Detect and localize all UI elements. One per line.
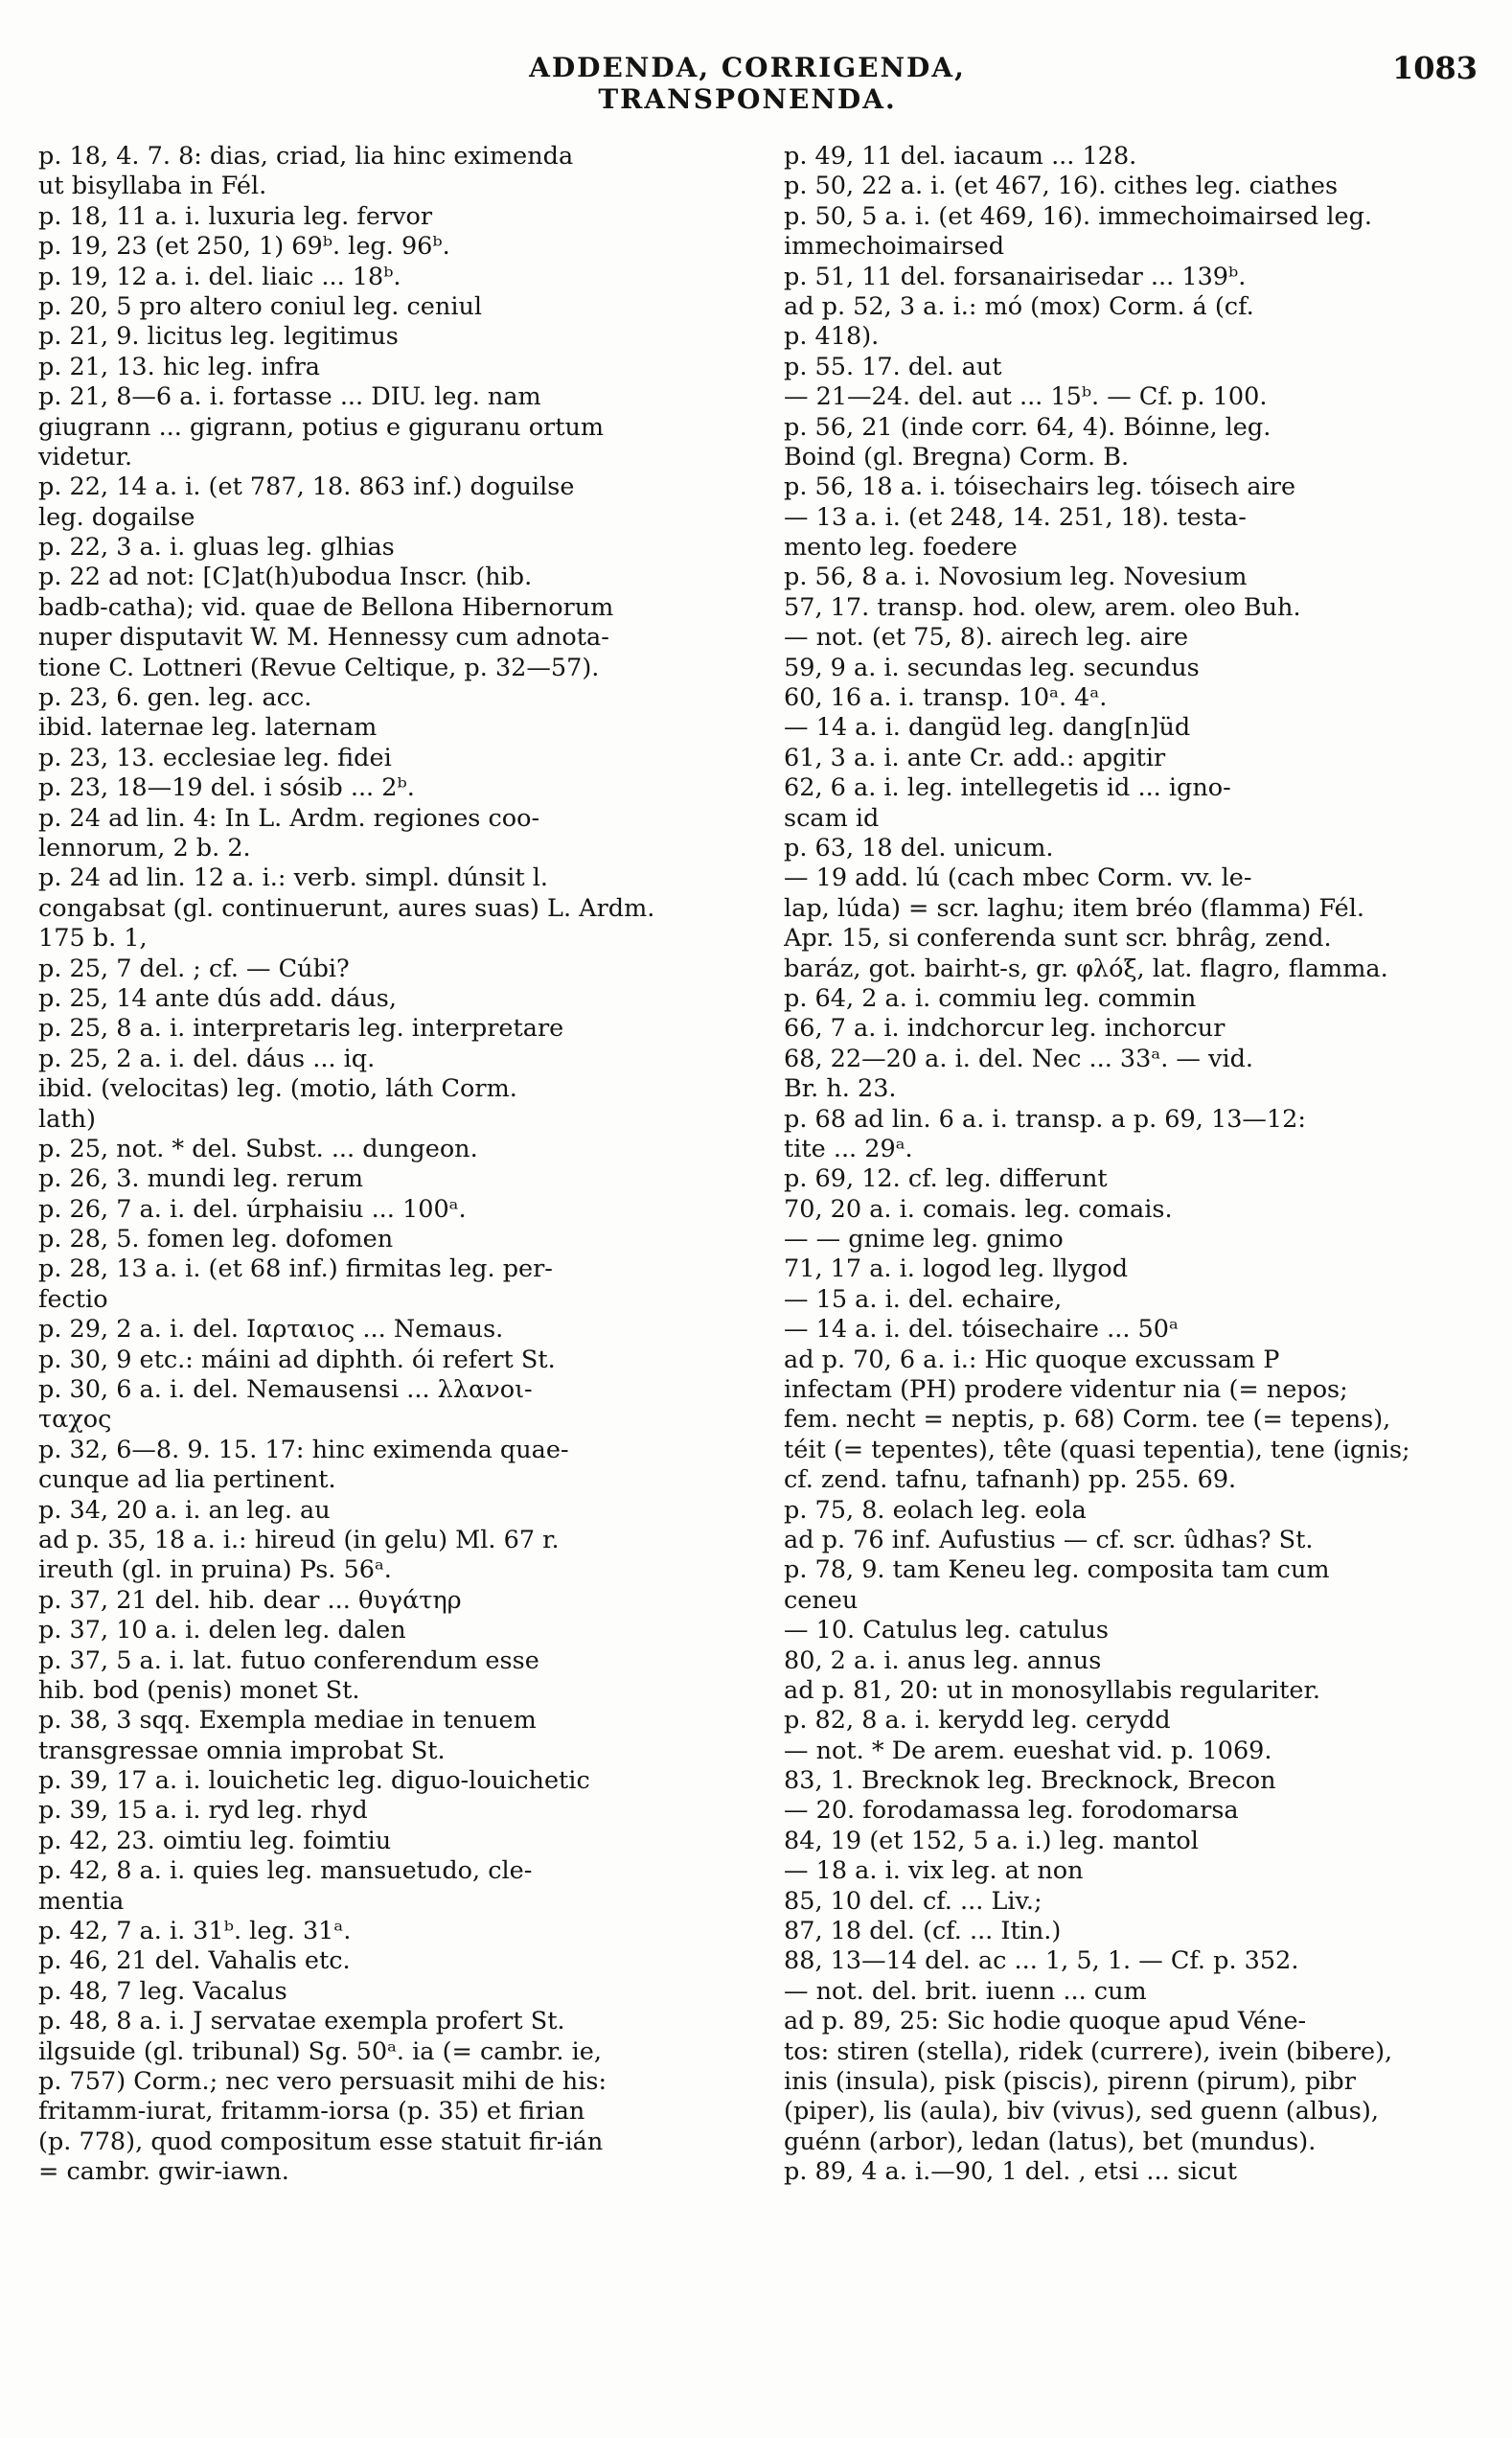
- text-line: fritamm-iurat, fritamm-iorsa (p. 35) et firian: [38, 2097, 585, 2127]
- text-line: p. 51, 11 del. forsanairisedar ... 139ᵇ.: [784, 262, 1247, 291]
- text-line: p. 50, 5 a. i. (et 469, 16). immechoimairsed leg.: [784, 201, 1373, 231]
- text-line: p. 22 ad not: [C]at(h)ubodua Inscr. (hib.: [38, 563, 533, 592]
- text-line: p. 21, 8—6 a. i. fortasse ... DIU. leg. nam: [38, 382, 541, 412]
- text-line: scam id: [784, 803, 880, 833]
- text-line: ceneu: [784, 1585, 859, 1615]
- right-column: [784, 142, 1488, 2188]
- text-line: cunque ad lia pertinent.: [38, 1465, 336, 1495]
- text-line: p. 22, 14 a. i. (et 787, 18. 863 inf.) doguilse: [38, 472, 575, 502]
- text-line: 62, 6 a. i. leg. intellegetis id ... igno-: [784, 773, 1231, 803]
- text-line: p. 25, 8 a. i. interpretaris leg. interpretare: [38, 1014, 564, 1044]
- text-line: ad p. 52, 3 a. i.: mó (mox) Corm. á (cf.: [784, 291, 1254, 321]
- text-line: p. 22, 3 a. i. gluas leg. glhias: [38, 533, 395, 563]
- text-line: p. 29, 2 a. i. del. Ιαρταιος ... Nemaus.: [38, 1315, 504, 1345]
- text-line: ilgsuide (gl. tribunal) Sg. 50ᵃ. ia (= cambr. ie,: [38, 2036, 602, 2066]
- text-line: 83, 1. Brecknok leg. Brecknock, Brecon: [784, 1766, 1276, 1796]
- text-line: — 15 a. i. del. echaire,: [784, 1284, 1063, 1314]
- text-line: p. 48, 7 leg. Vacalus: [38, 1976, 287, 2006]
- text-line: p. 68 ad lin. 6 a. i. transp. a p. 69, 13—12:: [784, 1104, 1306, 1134]
- text-line: lap, lúda) = scr. laghu; item bréo (flamma) Fél.: [784, 893, 1364, 923]
- text-line: Apr. 15, si conferenda sunt scr. bhrâg, zend.: [784, 924, 1332, 954]
- text-line: 70, 20 a. i. comais. leg. comais.: [784, 1194, 1173, 1224]
- text-line: 85, 10 del. cf. ... Liv.;: [784, 1886, 1042, 1916]
- text-line: giugrann ... gigrann, potius e giguranu ortum: [38, 412, 605, 442]
- text-line: 71, 17 a. i. logod leg. llygod: [784, 1254, 1129, 1284]
- text-line: Br. h. 23.: [784, 1074, 897, 1104]
- text-line: p. 34, 20 a. i. an leg. au: [38, 1495, 331, 1525]
- text-line: p. 37, 10 a. i. delen leg. dalen: [38, 1616, 406, 1645]
- text-line: p. 28, 5. fomen leg. dofomen: [38, 1225, 394, 1254]
- text-line: p. 18, 11 a. i. luxuria leg. fervor: [38, 201, 433, 231]
- text-line: p. 18, 4. 7. 8: dias, criad, lia hinc eximenda: [38, 142, 574, 171]
- text-line: lennorum, 2 b. 2.: [38, 833, 251, 862]
- text-line: p. 26, 3. mundi leg. rerum: [38, 1164, 364, 1194]
- text-line: — not. del. brit. iuenn ... cum: [784, 1976, 1147, 2006]
- text-line: tione C. Lottneri (Revue Celtique, p. 32—57).: [38, 653, 600, 682]
- text-line: inis (insula), pisk (piscis), pirenn (pirum), pibr: [784, 2067, 1356, 2096]
- text-line: p. 56, 8 a. i. Novosium leg. Novesium: [784, 563, 1248, 592]
- left-column: [38, 142, 743, 2188]
- text-line: immechoimairsed: [784, 232, 1005, 262]
- text-line: p. 49, 11 del. iacaum ... 128.: [784, 142, 1137, 171]
- text-line: cf. zend. tafnu, tafnanh) pp. 255. 69.: [784, 1465, 1237, 1495]
- text-line: p. 418).: [784, 322, 880, 352]
- text-line: p. 28, 13 a. i. (et 68 inf.) firmitas leg. per-: [38, 1254, 553, 1284]
- running-header-title: ADDENDA, CORRIGENDA, TRANSPONENDA.: [529, 52, 966, 115]
- text-line: 66, 7 a. i. indchorcur leg. inchorcur: [784, 1014, 1226, 1044]
- text-line: p. 37, 21 del. hib. dear ... θυγάτηρ: [38, 1585, 462, 1615]
- text-line: p. 32, 6—8. 9. 15. 17: hinc eximenda quae-: [38, 1435, 569, 1464]
- text-line: — not. * De arem. eueshat vid. p. 1069.: [784, 1736, 1272, 1765]
- text-line: — 19 add. lú (cach mbec Corm. vv. le-: [784, 863, 1252, 893]
- text-line: p. 78, 9. tam Keneu leg. composita tam cum: [784, 1555, 1330, 1585]
- text-line: p. 42, 7 a. i. 31ᵇ. leg. 31ᵃ.: [38, 1917, 352, 1946]
- text-line: p. 24 ad lin. 4: In L. Ardm. regiones coo-: [38, 803, 540, 833]
- text-line: ad p. 89, 25: Sic hodie quoque apud Véne-: [784, 2007, 1307, 2036]
- text-line: p. 21, 13. hic leg. infra: [38, 352, 321, 381]
- text-line: videtur.: [38, 442, 133, 472]
- text-line: — 13 a. i. (et 248, 14. 251, 18). testa-: [784, 502, 1247, 532]
- text-line: p. 50, 22 a. i. (et 467, 16). cithes leg. ciathes: [784, 172, 1339, 201]
- text-line: 84, 19 (et 152, 5 a. i.) leg. mantol: [784, 1826, 1199, 1855]
- text-line: — 10. Catulus leg. catulus: [784, 1616, 1110, 1645]
- text-line: ireuth (gl. in pruina) Ps. 56ᵃ.: [38, 1555, 392, 1585]
- text-line: p. 25, not. * del. Subst. ... dungeon.: [38, 1134, 478, 1163]
- text-line: p. 48, 8 a. i. J servatae exempla profert St.: [38, 2007, 565, 2036]
- text-line: guénn (arbor), ledan (latus), bet (mundus).: [784, 2127, 1317, 2156]
- text-line: — not. (et 75, 8). airech leg. aire: [784, 623, 1189, 653]
- text-line: p. 25, 7 del. ; cf. — Cúbi?: [38, 954, 350, 983]
- text-line: ad p. 70, 6 a. i.: Hic quoque excussam P: [784, 1345, 1280, 1374]
- text-line: fectio: [38, 1284, 108, 1314]
- text-line: ad p. 81, 20: ut in monosyllabis regulariter.: [784, 1675, 1320, 1705]
- text-line: p. 42, 8 a. i. quies leg. mansuetudo, cle-: [38, 1856, 533, 1886]
- text-line: p. 30, 6 a. i. del. Nemausensi ... λλανοι-: [38, 1375, 533, 1405]
- text-line: p. 19, 12 a. i. del. liaic ... 18ᵇ.: [38, 262, 401, 291]
- text-line: p. 39, 17 a. i. louichetic leg. diguo-louichetic: [38, 1766, 590, 1796]
- text-line: p. 64, 2 a. i. commiu leg. commin: [784, 983, 1197, 1013]
- text-line: p. 24 ad lin. 12 a. i.: verb. simpl. dúnsit l.: [38, 863, 548, 893]
- text-line: p. 30, 9 etc.: máini ad diphth. ói refert St.: [38, 1345, 556, 1374]
- text-line: tite ... 29ᵃ.: [784, 1134, 913, 1163]
- text-line: p. 23, 18—19 del. i sósib ... 2ᵇ.: [38, 773, 415, 803]
- text-line: p. 56, 21 (inde corr. 64, 4). Bóinne, leg.: [784, 412, 1271, 442]
- text-line: 59, 9 a. i. secundas leg. secundus: [784, 653, 1200, 682]
- text-line: ταχος: [38, 1405, 112, 1435]
- text-line: (p. 778), quod compositum esse statuit fir-ián: [38, 2127, 604, 2156]
- text-line: — 18 a. i. vix leg. at non: [784, 1856, 1084, 1886]
- text-line: p. 25, 2 a. i. del. dáus ... iq.: [38, 1044, 376, 1073]
- text-line: p. 21, 9. licitus leg. legitimus: [38, 322, 399, 352]
- text-line: = cambr. gwir-iawn.: [38, 2157, 289, 2187]
- text-line: — 20. forodamassa leg. forodomarsa: [784, 1796, 1239, 1826]
- text-line: p. 19, 23 (et 250, 1) 69ᵇ. leg. 96ᵇ.: [38, 232, 450, 262]
- text-line: (piper), lis (aula), biv (vivus), sed guenn (albus),: [784, 2097, 1379, 2127]
- text-line: mento leg. foedere: [784, 533, 1018, 563]
- text-line: mentia: [38, 1886, 125, 1916]
- text-line: transgressae omnia improbat St.: [38, 1736, 446, 1765]
- text-line: 175 b. 1,: [38, 924, 148, 954]
- text-line: ut bisyllaba in Fél.: [38, 172, 267, 201]
- text-line: ibid. (velocitas) leg. (motio, láth Corm.: [38, 1074, 517, 1104]
- text-line: ad p. 76 inf. Aufustius — cf. scr. ûdhas? St.: [784, 1525, 1314, 1554]
- text-line: 57, 17. transp. hod. olew, arem. oleo Buh.: [784, 592, 1301, 622]
- text-line: 61, 3 a. i. ante Cr. add.: apgitir: [784, 743, 1166, 772]
- text-line: p. 39, 15 a. i. ryd leg. rhyd: [38, 1796, 368, 1826]
- text-line: ad p. 35, 18 a. i.: hireud (in gelu) Ml. 67 r.: [38, 1525, 560, 1554]
- text-line: — 14 a. i. dangüd leg. dang[n]üd: [784, 713, 1191, 743]
- text-line: 68, 22—20 a. i. del. Nec ... 33ᵃ. — vid.: [784, 1044, 1254, 1073]
- page-number: 1083: [1391, 50, 1478, 86]
- text-line: p. 89, 4 a. i.—90, 1 del. , etsi ... sicut: [784, 2157, 1237, 2187]
- text-line: téit (= tepentes), tête (quasi tepentia), tene (ignis;: [784, 1435, 1410, 1464]
- text-line: p. 63, 18 del. unicum.: [784, 833, 1054, 862]
- text-line: tos: stiren (stella), ridek (currere), ivein (bibere),: [784, 2036, 1393, 2066]
- text-line: p. 23, 6. gen. leg. acc.: [38, 683, 312, 713]
- text-line: p. 56, 18 a. i. tóisechairs leg. tóisech aire: [784, 472, 1296, 502]
- text-line: 60, 16 a. i. transp. 10ᵃ. 4ᵃ.: [784, 683, 1108, 713]
- text-line: — — gnime leg. gnimo: [784, 1225, 1064, 1254]
- text-line: p. 38, 3 sqq. Exempla mediae in tenuem: [38, 1706, 537, 1736]
- text-line: congabsat (gl. continuerunt, aures suas) L. Ardm.: [38, 893, 655, 923]
- text-line: badb-catha); vid. quae de Bellona Hibernorum: [38, 592, 614, 622]
- text-line: 88, 13—14 del. ac ... 1, 5, 1. — Cf. p. 352.: [784, 1946, 1299, 1976]
- text-line: — 14 a. i. del. tóisechaire ... 50ᵃ: [784, 1315, 1179, 1345]
- text-line: p. 23, 13. ecclesiae leg. fidei: [38, 743, 392, 772]
- text-line: ibid. laternae leg. laternam: [38, 713, 378, 743]
- text-line: p. 55. 17. del. aut: [784, 352, 1002, 381]
- text-line: hib. bod (penis) monet St.: [38, 1675, 360, 1705]
- text-line: infectam (PH) prodere videntur nia (= nepos;: [784, 1375, 1348, 1405]
- text-line: p. 46, 21 del. Vahalis etc.: [38, 1946, 351, 1976]
- text-line: leg. dogailse: [38, 502, 195, 532]
- text-line: p. 757) Corm.; nec vero persuasit mihi de his:: [38, 2067, 607, 2096]
- text-line: p. 20, 5 pro altero coniul leg. ceniul: [38, 291, 483, 321]
- text-line: nuper disputavit W. M. Hennessy cum adnota-: [38, 623, 609, 653]
- text-line: lath): [38, 1104, 96, 1134]
- text-line: p. 69, 12. cf. leg. differunt: [784, 1164, 1108, 1194]
- text-line: p. 25, 14 ante dús add. dáus,: [38, 983, 397, 1013]
- text-line: — 21—24. del. aut ... 15ᵇ. — Cf. p. 100.: [784, 382, 1268, 412]
- text-line: Boind (gl. Bregna) Corm. B.: [784, 442, 1130, 472]
- text-line: 80, 2 a. i. anus leg. annus: [784, 1645, 1102, 1675]
- text-line: p. 37, 5 a. i. lat. futuo conferendum esse: [38, 1645, 539, 1675]
- text-line: p. 82, 8 a. i. kerydd leg. cerydd: [784, 1706, 1171, 1736]
- text-line: baráz, got. bairht-s, gr. φλόξ, lat. flagro, flamma.: [784, 954, 1388, 983]
- text-line: 87, 18 del. (cf. ... Itin.): [784, 1917, 1062, 1946]
- text-line: p. 75, 8. eolach leg. eola: [784, 1495, 1087, 1525]
- text-line: p. 26, 7 a. i. del. úrphaisiu ... 100ᵃ.: [38, 1194, 467, 1224]
- text-line: fem. necht = neptis, p. 68) Corm. tee (= tepens),: [784, 1405, 1391, 1435]
- text-line: p. 42, 23. oimtiu leg. foimtiu: [38, 1826, 392, 1855]
